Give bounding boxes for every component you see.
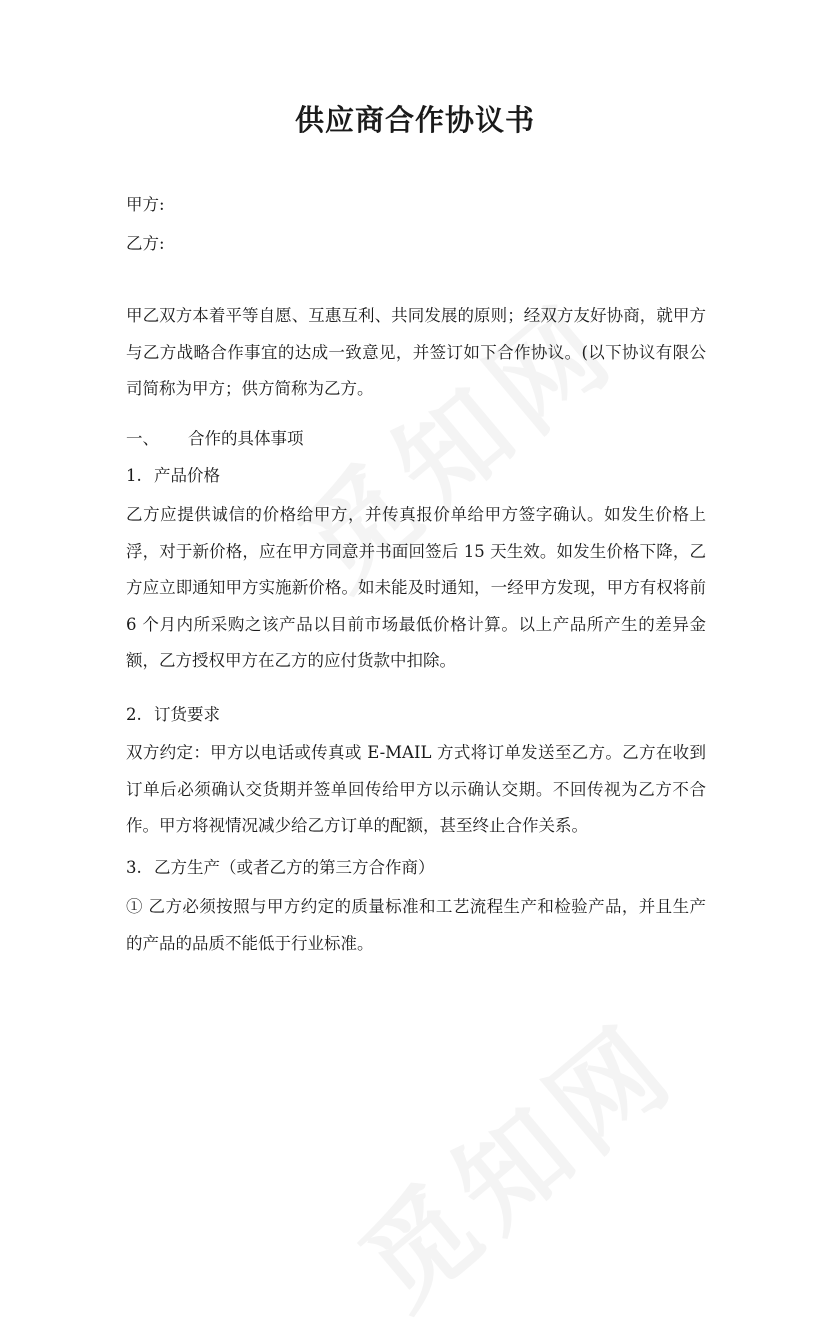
item-body: 双方约定：甲方以电话或传真或 E-MAIL 方式将订单发送至乙方。乙方在收到订单后必须确认交货期并签单回传给甲方以示确认交期。不回传视为乙方不合作。甲方将视情况减少给乙方订单的配额，甚至终止合作关系。 [126,743,706,835]
section-heading [126,429,304,449]
item-number: 1. [126,466,142,485]
item-number: 2. [126,705,142,724]
item-heading [126,705,220,725]
intro-paragraph: 甲乙双方本着平等自愿、互惠互利、共同发展的原则；经双方友好协商，就甲方与乙方战略合作事宜的达成一致意见，并签订如下合作协议。(以下协议有限公司简称为甲方；供方简称为乙方。 [126,306,706,398]
section-number: 一、 [126,429,159,448]
item-number: 3. [126,858,142,877]
party-a-label: 甲方: [126,195,165,214]
document-title: 供应商合作协议书 [294,103,535,137]
section-title: 合作的具体事项 [188,429,304,448]
sub-item-body: ① 乙方必须按照与甲方约定的质量标准和工艺流程生产和检验产品，并且生产的产品的品质不能低于行业标准。 [126,897,706,953]
item-title: 订货要求 [154,705,220,724]
watermark [322,981,704,1337]
item-heading [126,466,220,486]
item-title: 产品价格 [154,466,220,485]
item-body: 乙方应提供诚信的价格给甲方，并传真报价单给甲方签字确认。如发生价格上浮，对于新价格，应在甲方同意并书面回签后 15 天生效。如发生价格下降，乙方应立即通知甲方实施新价格。如未能及时通知，一经甲方发现，甲方有权将前 6 个月内所采购之该产品以目前市场最低价格计算。以上产品所产生的差异金额，乙方授权甲方在乙方的应付货款中扣除。 [126,505,706,670]
party-b-label: 乙方: [126,234,165,253]
item-title: 乙方生产（或者乙方的第三方合作商） [154,858,435,877]
item-heading [126,858,435,878]
